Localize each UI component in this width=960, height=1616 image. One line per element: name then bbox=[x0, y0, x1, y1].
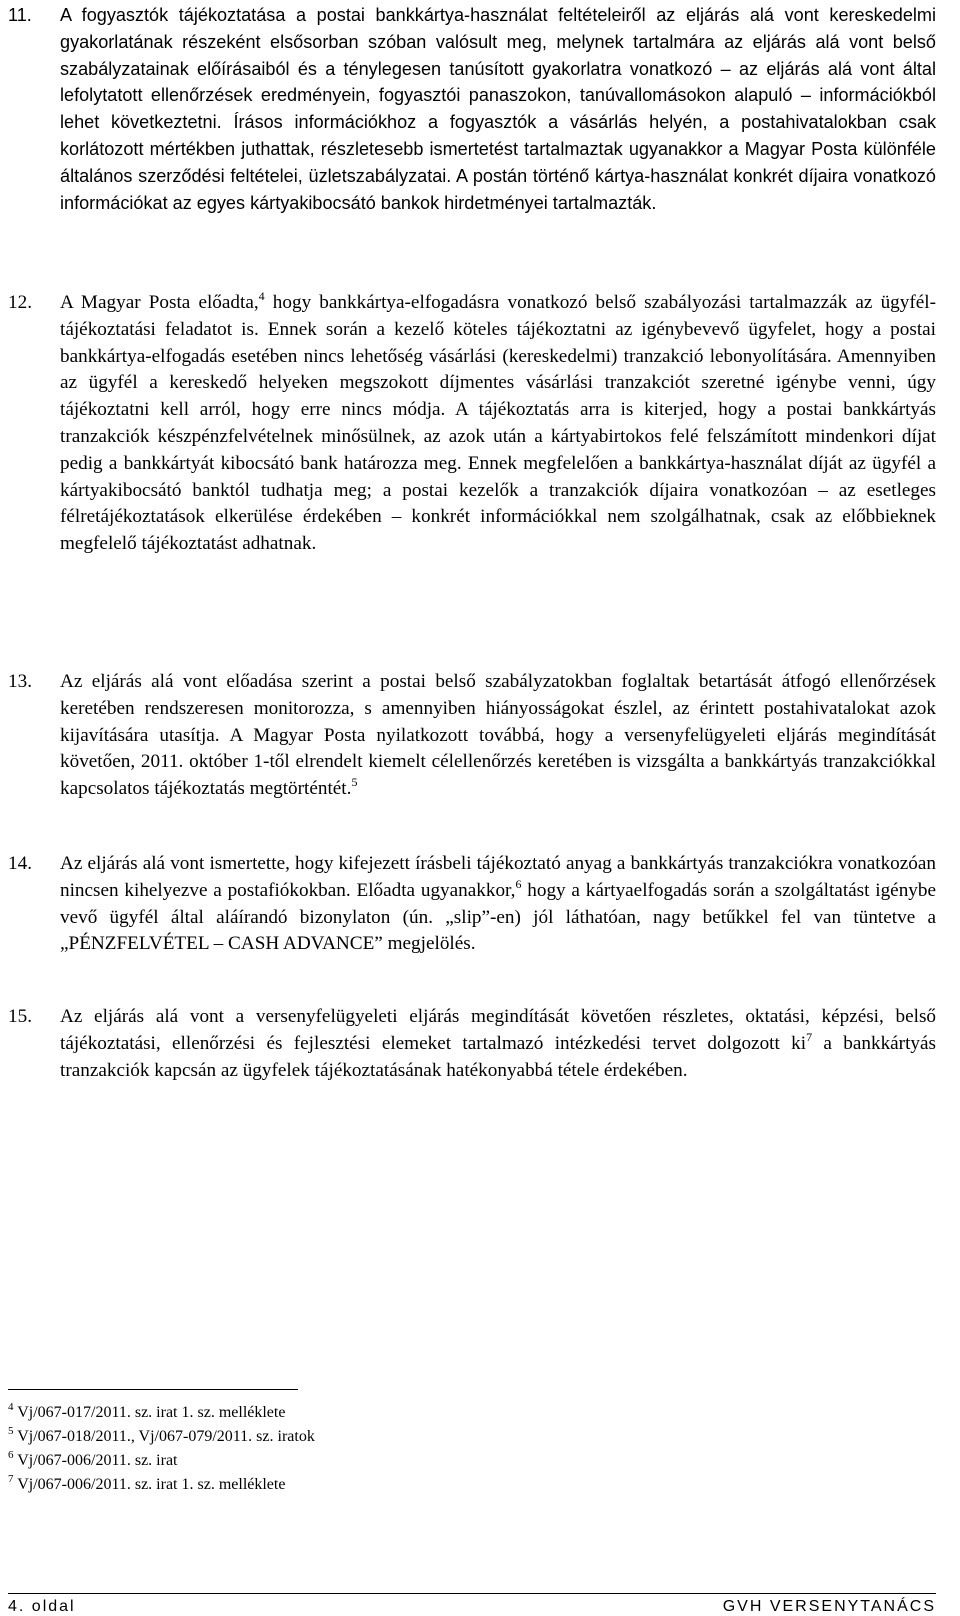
paragraph-12 bbox=[8, 290, 936, 558]
footnote-5: $^5$ Vj/067-018/2011., Vj/067-079/2011. sz. iratok bbox=[8, 1425, 315, 1445]
paragraph-13 bbox=[8, 669, 936, 803]
paragraph-text: Az eljárás alá vont ismertette, hogy kifejezett írásbeli tájékoztató anyag a bankkártyás tranzakciókra vonatkozóan nincsen kihelyezve a postafiókokban. Előadta ugyanakkor,$^6$ hogy a kártyaelfogadás során a szolgáltatást igénybe vevő ügyfél által aláírandó bizonylaton (ún. „slip”-en) jól láthatóan, nagy betűkkel fel van tüntetve a „PÉNZFELVÉTEL – CASH ADVANCE” megjelölés. bbox=[60, 853, 936, 955]
paragraph-text: A Magyar Posta előadta,$^4$ hogy bankkártya-elfogadásra vonatkozó belső szabályozási tartalmazzák az ügyfél-tájékoztatási feladatot is. Ennek során a kezelő köteles tájékoztatni az igénybevevő ügyfelet, hogy a postai bankkártya-elfogadás esetében nincs lehetőség vásárlási (kereskedelmi) tranzakció lebonyolítására. Amennyiben az ügyfél a kereskedő helyeken megszokott díjmentes vásárlási tranzakciót szeretné igénybe venni, úgy tájékoztatni kell arról, hogy erre nincs módja. A tájékoztatás arra is kiterjed, hogy a postai bankkártyás tranzakciók készpénzfelvételnek minősülnek, az azok után a kártyabirtokos felé felszámított mindenkori díjat pedig a bankkártyát kibocsátó bank határozza meg. Ennek megfelelően a bankkártya-használat díját az ügyfél a kártyakibocsátó banktól tudhatja meg; a postai kezelők a tranzakciók díjaira vonatkozóan – az esetleges félretájékoztatások elkerülése érdekében – konkrét információkkal nem szolgálhatnak, csak az előbbieknek megfelelő tájékoztatást adhatnak. bbox=[60, 289, 936, 555]
paragraph-number: 12. bbox=[8, 292, 32, 313]
footnote-6: $^6$ Vj/067-006/2011. sz. irat bbox=[8, 1449, 178, 1469]
paragraph-15 bbox=[8, 1004, 936, 1084]
paragraph-11 bbox=[8, 2, 936, 216]
footnote-ref: 6 bbox=[515, 876, 522, 891]
footnote-4: $^4$ Vj/067-017/2011. sz. irat 1. sz. melléklete bbox=[8, 1401, 286, 1421]
footnote-ref: 5 bbox=[351, 775, 358, 790]
paragraph-text: Az eljárás alá vont előadása szerint a postai belső szabályzatokban foglaltak betartását átfogó ellenőrzések keretében rendszeresen monitorozza, s amennyiben hiányosságokat észlel, az érintett postahivatalokat azok kijavítására utasítja. A Magyar Posta nyilatkozott továbbá, hogy a versenyfelügyeleti eljárás megindítását követően, 2011. október 1-től elrendelt kiemelt célellenőrzés keretében is vizsgálta a bankkártyás tranzakciókkal kapcsolatos tájékoztatás megtörténtét.$^5$ bbox=[60, 671, 936, 800]
page-number: 4. oldal bbox=[8, 1598, 76, 1615]
paragraph-number: 14. bbox=[8, 853, 32, 874]
footnote-ref: 4 bbox=[258, 289, 265, 303]
footnote-divider bbox=[8, 1389, 298, 1390]
paragraph-number: 11. bbox=[8, 5, 32, 25]
footnote-7: $^7$ Vj/067-006/2011. sz. irat 1. sz. melléklete bbox=[8, 1473, 286, 1493]
footnote-ref: 7 bbox=[806, 1029, 813, 1044]
paragraph-text: Az eljárás alá vont a versenyfelügyeleti eljárás megindítását követően részletes, oktatási, képzési, belső tájékoztatási, ellenőrzési és fejlesztési elemeket tartalmazó intézkedési tervet dolgozott $ki^7$ a bankkártyás tranzakciók kapcsán az ügyfelek tájékoztatásának hatékonyabbá tétele érdekében. bbox=[60, 1006, 936, 1081]
paragraph-text: A fogyasztók tájékoztatása a postai bankkártya-használat feltételeiről az eljárás alá vont kereskedelmi gyakorlatának részeként elsősorban szóban valósult meg, melynek tartalmára az eljárás alá vont belső szabályzatainak előírásaiból és a ténylegesen tanúsított gyakorlatra vonatkozó – az eljárás alá vont által lefolytatott ellenőrzések eredményein, fogyasztói panaszokon, tanúvallomásokon alapuló – információkból lehet következtetni. Írásos információkhoz a fogyasztók a vásárlás helyén, a postahivatalokban csak korlátozott mértékben juthattak, részletesebb ismertetést tartalmaztak ugyanakkor a Magyar Posta különféle általános szerződési feltételei, üzletszabályzatai. A postán történő kártya-használat konkrét díjaira vonatkozó információkat az egyes kártyakibocsátó bankok hirdetményei tartalmazták. bbox=[60, 5, 936, 213]
footer-organization: GVH VERSENYTANÁCS bbox=[722, 1598, 936, 1615]
paragraph-number: 15. bbox=[8, 1006, 32, 1027]
footer-divider bbox=[8, 1593, 936, 1594]
footnotes bbox=[8, 1401, 708, 1497]
paragraph-number: 13. bbox=[8, 671, 32, 692]
paragraph-14 bbox=[8, 851, 936, 958]
